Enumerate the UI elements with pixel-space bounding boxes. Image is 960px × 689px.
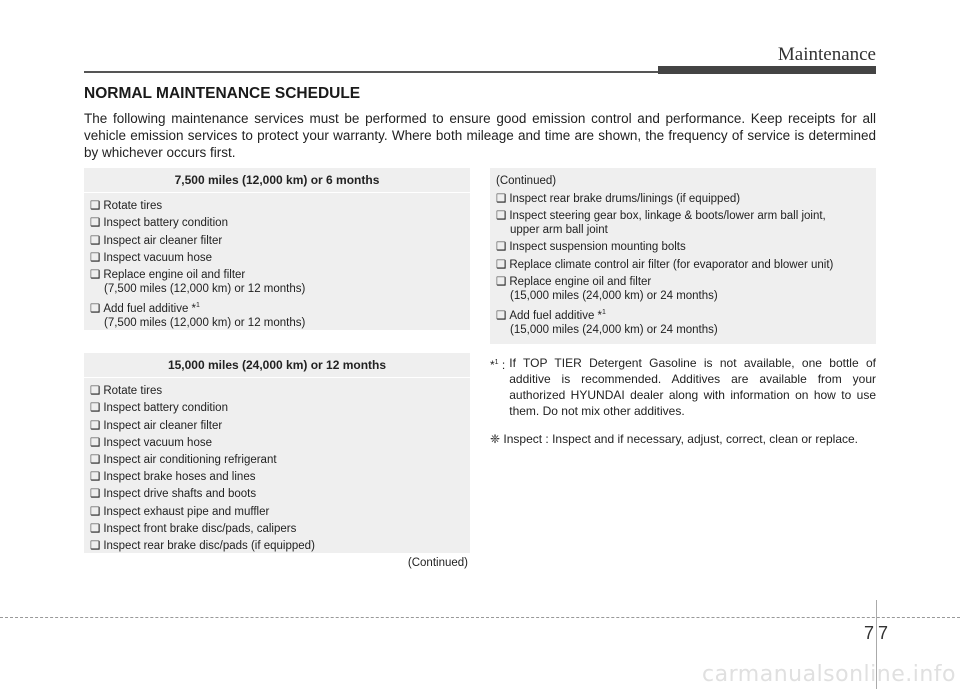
schedule-list-7500 bbox=[84, 193, 470, 330]
checkbox-icon: ❑ bbox=[90, 402, 101, 415]
checkbox-icon: ❑ bbox=[90, 471, 101, 484]
footnote-ref: 1 bbox=[602, 308, 606, 316]
item-label: Inspect exhaust pipe and muffler bbox=[103, 505, 270, 518]
list-item bbox=[90, 234, 464, 248]
item-label: Inspect battery condition bbox=[103, 402, 228, 415]
page-number: 77 bbox=[863, 623, 892, 643]
item-label: Inspect vacuum hose bbox=[103, 251, 212, 264]
item-interval: (7,500 miles (12,000 km) or 12 months) bbox=[104, 282, 306, 295]
item-label: Inspect drive shafts and boots bbox=[103, 488, 257, 501]
checkbox-icon: ❑ bbox=[90, 200, 101, 213]
inspect-note-text: Inspect : Inspect and if necessary, adjust, correct, clean or replace. bbox=[500, 432, 859, 446]
item-label: Inspect rear brake drums/linings (if equipped) bbox=[509, 193, 741, 205]
checkbox-icon: ❑ bbox=[90, 453, 101, 466]
item-label: Inspect air cleaner filter bbox=[103, 234, 223, 247]
footnote-marker bbox=[490, 355, 505, 419]
checkbox-icon: ❑ bbox=[90, 419, 101, 432]
item-label: Inspect vacuum hose bbox=[103, 436, 212, 449]
list-item bbox=[90, 419, 464, 433]
footer-divider bbox=[0, 617, 960, 618]
continued-note: (Continued) bbox=[407, 557, 468, 569]
item-label: Inspect steering gear box, linkage & boots/lower arm ball joint, bbox=[509, 210, 826, 223]
item-label: Inspect suspension mounting bolts bbox=[509, 241, 686, 254]
list-item bbox=[496, 275, 870, 303]
header-rule-thin bbox=[84, 71, 664, 73]
checkbox-icon: ❑ bbox=[90, 385, 101, 398]
list-item bbox=[90, 268, 464, 296]
list-item bbox=[90, 487, 464, 501]
list-item bbox=[496, 258, 870, 272]
checkbox-icon: ❑ bbox=[496, 193, 507, 205]
checkbox-icon: ❑ bbox=[496, 241, 507, 254]
fuel-additive-footnote bbox=[490, 355, 876, 419]
item-interval: (7,500 miles (12,000 km) or 12 months) bbox=[104, 316, 306, 329]
inspect-note bbox=[490, 431, 876, 447]
checkbox-icon: ❑ bbox=[90, 522, 101, 535]
footnote-block bbox=[490, 355, 876, 447]
item-label: Replace engine oil and filter bbox=[509, 275, 652, 288]
list-item bbox=[90, 216, 464, 230]
list-item bbox=[496, 192, 870, 206]
item-label: Rotate tires bbox=[103, 385, 163, 398]
footnote-text: If TOP TIER Detergent Gasoline is not available, one bottle of additive is recommended. Additives are available from your authorized HYUNDAI dealer along with information on how to use them. Do not mix other additives. bbox=[509, 356, 876, 418]
item-interval: (15,000 miles (24,000 km) or 24 months) bbox=[510, 289, 718, 302]
checkbox-icon: ❑ bbox=[90, 539, 101, 552]
schedule-heading-15000: 15,000 miles (24,000 km) or 12 months bbox=[84, 353, 470, 378]
list-item bbox=[496, 209, 870, 237]
item-label: Add fuel additive * bbox=[103, 302, 197, 315]
header-rule-thick bbox=[658, 66, 876, 74]
footnote-number: 1 bbox=[494, 359, 499, 366]
item-label: Inspect rear brake disc/pads (if equipped) bbox=[103, 539, 315, 552]
list-item bbox=[90, 453, 464, 467]
item-label: Inspect battery condition bbox=[103, 217, 228, 230]
item-label: Replace climate control air filter (for evaporator and blower unit) bbox=[509, 258, 834, 271]
footnote-ref: 1 bbox=[196, 302, 200, 310]
intro-paragraph: The following maintenance services must be performed to ensure good emission control and performance. Keep receipts for all vehicle emission services to protect your warranty. Where both mileage and time are shown, the frequency of service is determined by whichever occurs first. bbox=[84, 111, 876, 160]
item-label: Replace engine oil and filter bbox=[103, 268, 246, 281]
list-item bbox=[90, 436, 464, 450]
list-item bbox=[90, 199, 464, 213]
checkbox-icon: ❑ bbox=[496, 309, 507, 322]
list-item bbox=[90, 251, 464, 265]
schedule-list-15000 bbox=[84, 378, 470, 553]
list-item bbox=[496, 240, 870, 254]
checkbox-icon: ❑ bbox=[496, 258, 507, 271]
list-item bbox=[90, 401, 464, 415]
checkbox-icon: ❑ bbox=[90, 302, 101, 315]
list-item bbox=[90, 470, 464, 484]
header-title: Maintenance bbox=[777, 44, 876, 65]
checkbox-icon: ❑ bbox=[90, 268, 101, 281]
schedule-box-continued bbox=[490, 168, 876, 344]
list-item bbox=[90, 539, 464, 553]
asterisk-flower-icon: ❈ bbox=[490, 432, 501, 446]
item-label: Rotate tires bbox=[103, 200, 163, 213]
checkbox-icon: ❑ bbox=[496, 275, 507, 288]
list-item bbox=[90, 384, 464, 398]
item-label: Inspect air conditioning refrigerant bbox=[103, 453, 277, 466]
schedule-box-7500 bbox=[84, 168, 470, 330]
checkbox-icon: ❑ bbox=[90, 505, 101, 518]
item-label: Inspect brake hoses and lines bbox=[103, 471, 256, 484]
item-label: Add fuel additive * bbox=[509, 309, 603, 322]
list-item bbox=[90, 522, 464, 536]
checkbox-icon: ❑ bbox=[90, 217, 101, 230]
list-item bbox=[496, 306, 870, 337]
checkbox-icon: ❑ bbox=[90, 251, 101, 264]
list-item bbox=[90, 505, 464, 519]
list-item bbox=[90, 299, 464, 330]
watermark: carmanualsonline.info bbox=[702, 662, 956, 687]
schedule-heading-7500: 7,500 miles (12,000 km) or 6 months bbox=[84, 168, 470, 193]
item-detail: upper arm ball joint bbox=[510, 224, 608, 237]
schedule-list-continued bbox=[490, 192, 876, 337]
checkbox-icon: ❑ bbox=[90, 234, 101, 247]
item-label: Inspect air cleaner filter bbox=[103, 419, 223, 432]
checkbox-icon: ❑ bbox=[90, 488, 101, 501]
footnote-star: * bbox=[490, 358, 495, 372]
footnote-colon: : bbox=[498, 358, 506, 372]
checkbox-icon: ❑ bbox=[496, 210, 507, 223]
item-interval: (15,000 miles (24,000 km) or 24 months) bbox=[510, 323, 718, 336]
item-label: Inspect front brake disc/pads, calipers bbox=[103, 522, 297, 535]
section-title: NORMAL MAINTENANCE SCHEDULE bbox=[84, 85, 361, 102]
schedule-box-15000 bbox=[84, 353, 470, 569]
continued-label: (Continued) bbox=[496, 175, 557, 187]
checkbox-icon: ❑ bbox=[90, 436, 101, 449]
